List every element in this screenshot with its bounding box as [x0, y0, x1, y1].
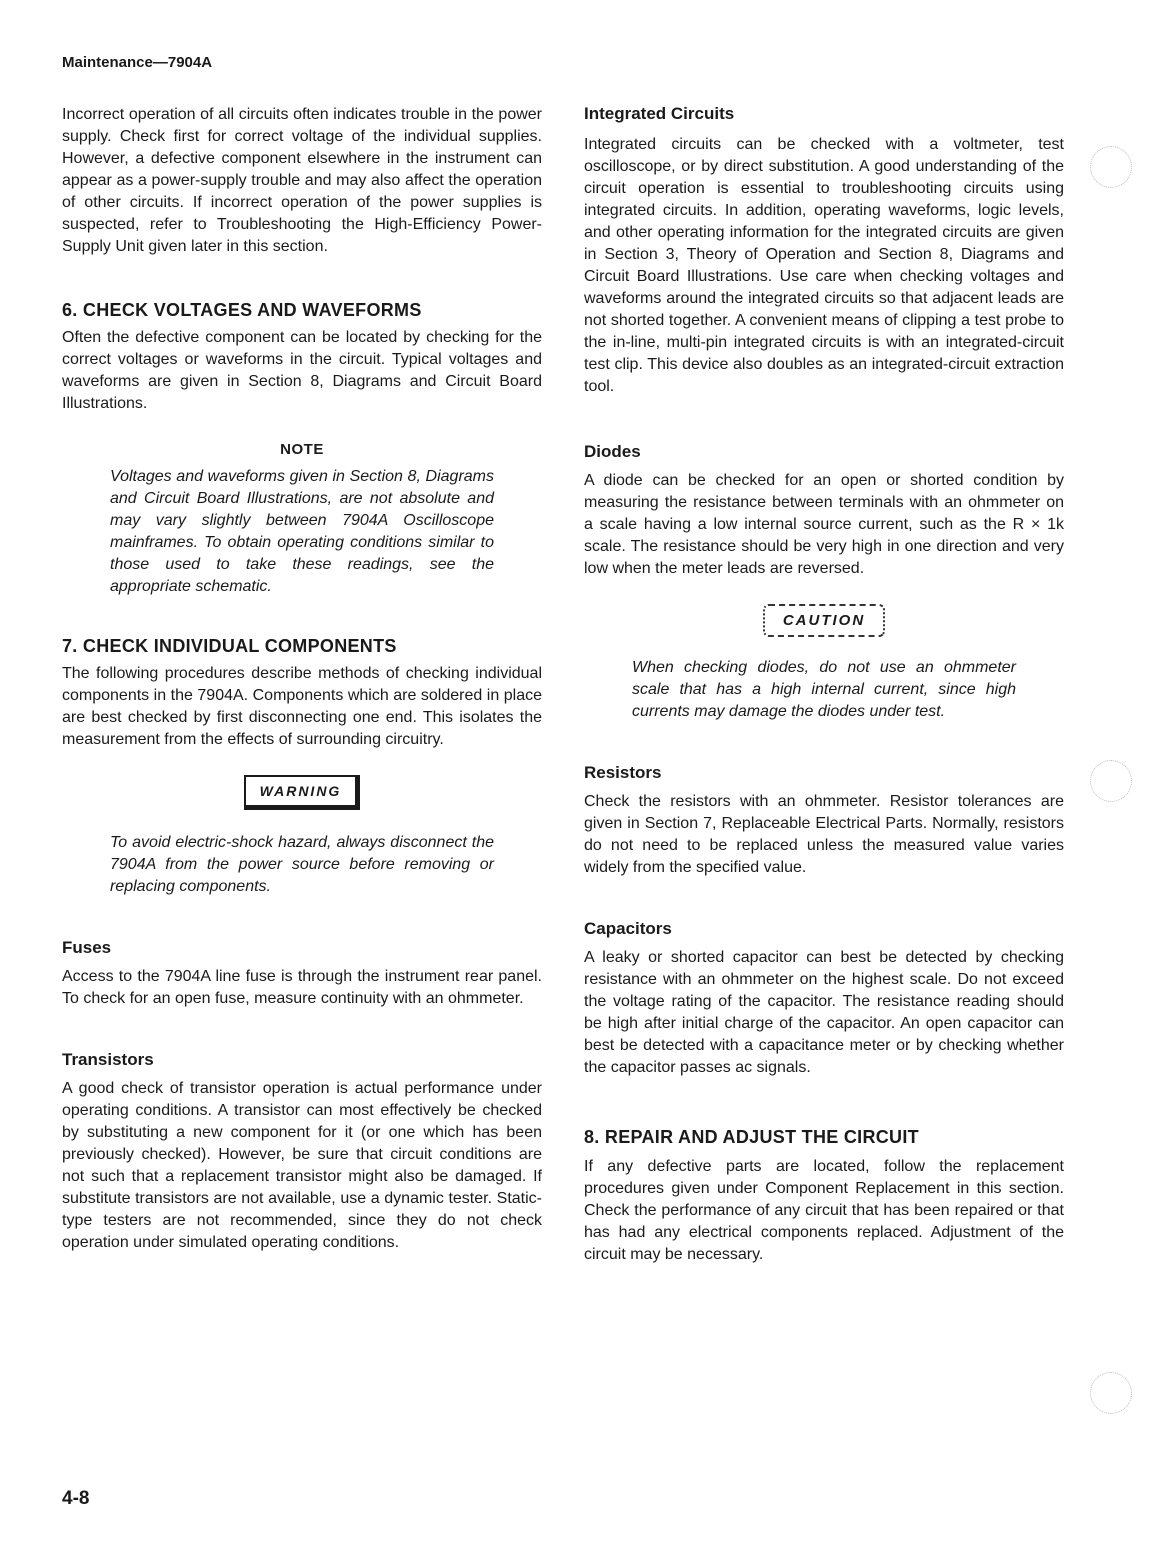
- note-block: [110, 441, 494, 598]
- transistors-heading: Transistors: [62, 1050, 154, 1069]
- punch-hole-top: [1090, 146, 1132, 188]
- section-8-body: If any defective parts are located, follow the replacement procedures given under Component Replacement in this section. Check the performance of any circuit that has been repaired or that has had any electrical components replaced. Adjustment of the circuit may be necessary.: [584, 1158, 1064, 1263]
- running-header: Maintenance—7904A: [62, 54, 213, 71]
- resistors-heading: Resistors: [584, 763, 662, 782]
- warning-label: WARNING: [244, 775, 361, 810]
- warning-body: To avoid electric-shock hazard, always disconnect the 7904A from the power source before removing or replacing components.: [110, 834, 494, 895]
- integrated-circuits-heading: Integrated Circuits: [584, 104, 735, 123]
- section-7-heading: 7. CHECK INDIVIDUAL COMPONENTS: [62, 636, 397, 656]
- caution-label: CAUTION: [763, 604, 885, 637]
- warning-label-wrap: [62, 775, 542, 810]
- capacitors-heading: Capacitors: [584, 919, 672, 938]
- intro-paragraph: Incorrect operation of all circuits often indicates trouble in the power supply. Check first for correct voltage of the individual supplies. However, a defective component elsewhere in the instrument can appear as a power-supply trouble and may also affect the operation of other circuits. If incorrect operation of the power supplies is suspected, refer to Troubleshooting the High-Efficiency Power-Supply Unit given later in this section.: [62, 106, 542, 255]
- transistors-body: A good check of transistor operation is actual performance under operating conditions. A transistor can most effectively be checked by substituting a new component for it (or one which has been previously checked). However, be sure that circuit conditions are not such that a replacement transistor might also be damaged. If substitute transistors are not available, use a dynamic tester. Static-type testers are not recommended, since they do not check operation under simulated operating conditions.: [62, 1080, 542, 1251]
- right-column: [584, 104, 1064, 1266]
- section-6-body: Often the defective component can be located by checking for the correct voltages or waveforms in the circuit. Typical voltages and waveforms are given in Section 8, Diagrams and Circuit Board Illustrations.: [62, 329, 542, 412]
- diodes-body: A diode can be checked for an open or shorted condition by measuring the resistance between terminals with an ohmmeter on a scale having a low internal source current, such as the R × 1k scale. The resistance should be very high in one direction and very low when the meter leads are reversed.: [584, 472, 1064, 577]
- fuses-body: Access to the 7904A line fuse is through the instrument rear panel. To check for an open fuse, measure continuity with an ohmmeter.: [62, 968, 542, 1007]
- fuses-heading: Fuses: [62, 938, 112, 957]
- punch-hole-middle: [1090, 760, 1132, 802]
- diodes-heading: Diodes: [584, 442, 641, 461]
- page-number: 4-8: [62, 1488, 90, 1509]
- section-7-body: The following procedures describe methods of checking individual components in the 7904A. Components which are soldered in place are best checked by first disconnecting one end. This isolates the measurement from the effects of surrounding circuitry.: [62, 665, 542, 748]
- caution-body: When checking diodes, do not use an ohmmeter scale that has a high internal current, since high currents may damage the diodes under test.: [632, 659, 1016, 720]
- left-column: [62, 104, 542, 1254]
- resistors-body: Check the resistors with an ohmmeter. Resistor tolerances are given in Section 7, Replaceable Electrical Parts. Normally, resistors do not need to be replaced unless the measured value varies widely from the specified value.: [584, 793, 1064, 876]
- punch-hole-bottom: [1090, 1372, 1132, 1414]
- integrated-circuits-body: Integrated circuits can be checked with a voltmeter, test oscilloscope, or by direct substitution. A good understanding of the circuit operation is essential to troubleshooting circuits using integrated circuits. In addition, operating waveforms, logic levels, and other operating information for the integrated circuits are given in Section 3, Theory of Operation and Section 8, Diagrams and Circuit Board Illustrations. Use care when checking voltages and waveforms around the integrated circuits so that adjacent leads are not shorted together. A convenient means of clipping a test probe to the in-line, multi-pin integrated circuits is with an integrated-circuit test clip. This device also doubles as an integrated-circuit extraction tool.: [584, 136, 1064, 395]
- capacitors-body: A leaky or shorted capacitor can best be detected by checking resistance with an ohmmeter on the highest scale. Do not exceed the voltage rating of the capacitor. The resistance reading should be high after initial charge of the capacitor. An open capacitor can best be detected with a capacitance meter or by checking whether the capacitor passes ac signals.: [584, 949, 1064, 1076]
- note-title: NOTE: [280, 441, 324, 458]
- section-8-heading: 8. REPAIR AND ADJUST THE CIRCUIT: [584, 1127, 919, 1147]
- section-6-heading: 6. CHECK VOLTAGES AND WAVEFORMS: [62, 300, 422, 320]
- caution-label-wrap: [584, 604, 1064, 637]
- note-body: Voltages and waveforms given in Section 8, Diagrams and Circuit Board Illustrations, are not absolute and may vary slightly between 7904A Oscilloscope mainframes. To obtain operating conditions similar to those used to take these readings, see the appropriate schematic.: [110, 468, 494, 595]
